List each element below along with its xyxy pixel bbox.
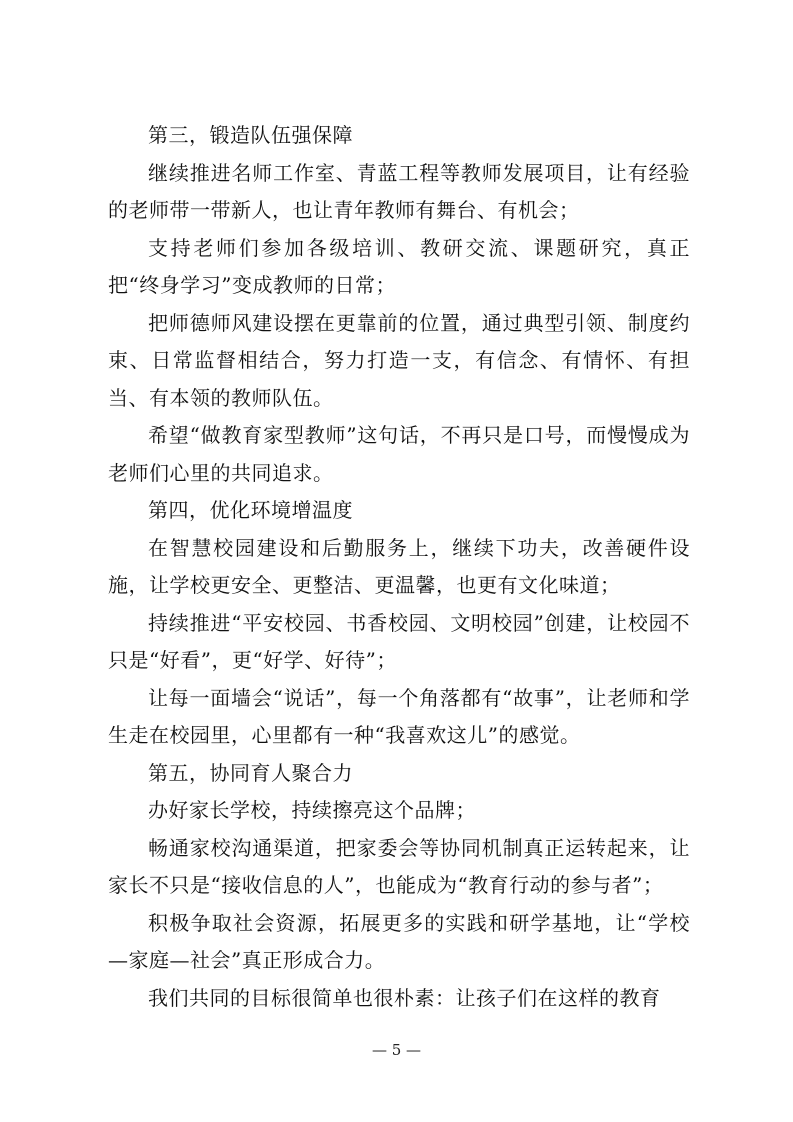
paragraph: 畅通家校沟通渠道，把家委会等协同机制真正运转起来，让家长不只是“接收信息的人”，也能成为“教育行动的参与者”； xyxy=(108,835,690,897)
section-heading-3: 第三，锻造队伍强保障 xyxy=(148,123,353,147)
paragraph: 继续推进名师工作室、青蓝工程等教师发展项目，让有经验的老师带一带新人，也让青年教师有舞台、有机会； xyxy=(108,160,690,222)
section-heading-4: 第四，优化环境增温度 xyxy=(148,498,353,522)
paragraph: 把师德师风建设摆在更靠前的位置，通过典型引领、制度约束、日常监督相结合，努力打造一支，有信念、有情怀、有担当、有本领的教师队伍。 xyxy=(108,310,690,410)
page-number: — 5 — xyxy=(371,1041,422,1059)
paragraph: 持续推进“平安校园、书香校园、文明校园”创建，让校园不只是“好看”，更“好学、好待”； xyxy=(108,610,690,672)
paragraph: 希望“做教育家型教师”这句话，不再只是口号，而慢慢成为老师们心里的共同追求。 xyxy=(108,423,690,485)
section-heading-5: 第五，协同育人聚合力 xyxy=(148,760,353,785)
paragraph: 支持老师们参加各级培训、教研交流、课题研究，真正把“终身学习”变成教师的日常； xyxy=(108,235,690,297)
paragraph: 办好家长学校，持续擦亮这个品牌； xyxy=(148,798,476,822)
document-body xyxy=(108,117,690,1017)
paragraph: 我们共同的目标很简单也很朴素：让孩子们在这样的教育 xyxy=(148,985,661,1010)
paragraph: 让每一面墙会“说话”，每一个角落都有“故事”，让老师和学生走在校园里，心里都有一种“我喜欢这儿”的感觉。 xyxy=(108,685,690,747)
paragraph: 在智慧校园建设和后勤服务上，继续下功夫，改善硬件设施，让学校更安全、更整洁、更温馨，也更有文化味道； xyxy=(108,535,690,597)
paragraph: 积极争取社会资源，拓展更多的实践和研学基地，让“学校—家庭—社会”真正形成合力。 xyxy=(108,910,690,972)
